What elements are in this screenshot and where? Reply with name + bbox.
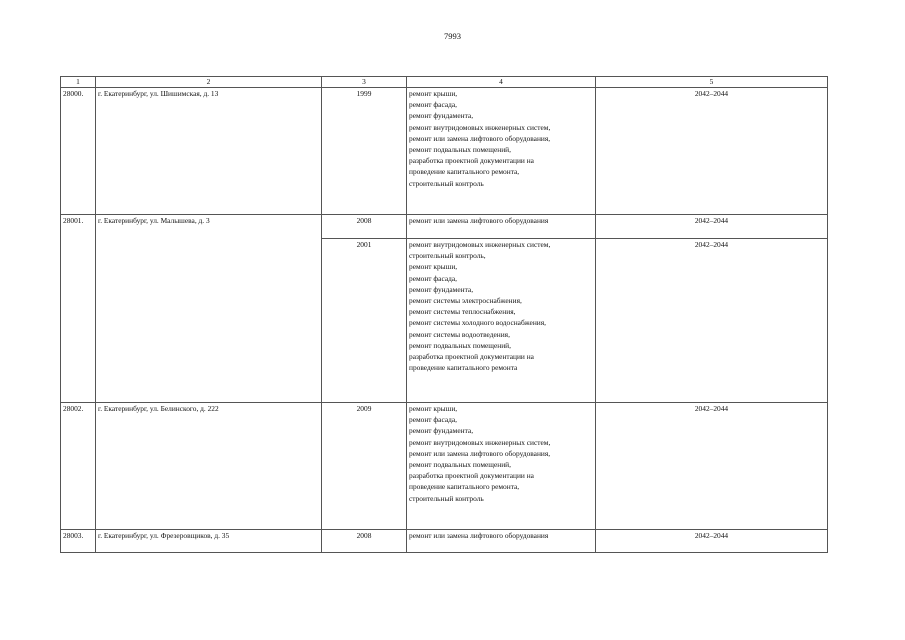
work-item: проведение капитального ремонта,: [409, 482, 520, 492]
period-cell: 2042–2044: [596, 88, 828, 215]
column-header: 3: [322, 77, 407, 88]
work-item: ремонт или замена лифтового оборудования: [409, 216, 549, 225]
address-cell: г. Екатеринбург, ул. Фрезеровщиков, д. 35: [96, 530, 322, 553]
column-number-row: [61, 77, 828, 88]
work-item: ремонт крыши,: [409, 404, 458, 413]
work-item: разработка проектной документации на: [409, 471, 534, 481]
table-row: [61, 88, 828, 215]
work-item: ремонт системы водоотведения,: [409, 329, 510, 339]
period-cell: 2042–2044: [596, 403, 828, 530]
work-item: разработка проектной документации на: [409, 156, 534, 166]
work-item: ремонт внутридомовых инженерных систем,: [409, 240, 551, 249]
record-number: 28002.: [61, 403, 96, 530]
record-number: 28001.: [61, 215, 96, 403]
record-number: 28000.: [61, 88, 96, 215]
page-number: 7993: [444, 31, 461, 41]
year-cell: 2001: [322, 239, 407, 403]
address-cell: г. Екатеринбург, ул. Малышева, д. 3: [96, 215, 322, 403]
work-item: ремонт крыши,: [409, 89, 458, 98]
repair-schedule-table: [60, 76, 828, 553]
work-item: разработка проектной документации на: [409, 352, 534, 362]
work-item: ремонт внутридомовых инженерных систем,: [409, 437, 551, 447]
work-item: ремонт подвальных помещений,: [409, 460, 511, 470]
work-item: ремонт системы электроснабжения,: [409, 296, 522, 306]
work-item: ремонт внутридомовых инженерных систем,: [409, 122, 551, 132]
work-item: ремонт фасада,: [409, 100, 457, 110]
work-item: ремонт или замена лифтового оборудования: [409, 531, 549, 540]
period-cell: 2042–2044: [596, 215, 828, 239]
works-cell: [407, 88, 596, 215]
work-item: строительный контроль: [409, 178, 484, 188]
column-header: 2: [96, 77, 322, 88]
work-item: ремонт системы теплоснабжения,: [409, 307, 516, 317]
address-cell: г. Екатеринбург, ул. Шишимская, д. 13: [96, 88, 322, 215]
work-item: ремонт фундамента,: [409, 284, 474, 294]
work-item: ремонт системы холодного водоснабжения,: [409, 318, 546, 328]
work-item: строительный контроль: [409, 493, 484, 503]
year-cell: 2008: [322, 215, 407, 239]
works-cell: [407, 215, 596, 239]
column-header: 1: [61, 77, 96, 88]
column-header: 4: [407, 77, 596, 88]
table-row: [61, 403, 828, 530]
works-cell: [407, 239, 596, 403]
work-item: ремонт фасада,: [409, 415, 457, 425]
works-cell: [407, 403, 596, 530]
work-item: проведение капитального ремонта,: [409, 167, 520, 177]
period-cell: 2042–2044: [596, 239, 828, 403]
year-cell: 2008: [322, 530, 407, 553]
work-item: строительный контроль,: [409, 251, 486, 261]
work-item: ремонт фундамента,: [409, 426, 474, 436]
year-cell: 1999: [322, 88, 407, 215]
work-item: ремонт подвальных помещений,: [409, 145, 511, 155]
works-cell: [407, 530, 596, 553]
year-cell: 2009: [322, 403, 407, 530]
period-cell: 2042–2044: [596, 530, 828, 553]
table-row: [61, 215, 828, 239]
work-item: ремонт или замена лифтового оборудования,: [409, 448, 551, 458]
table-row: [61, 530, 828, 553]
column-header: 5: [596, 77, 828, 88]
work-item: проведение капитального ремонта: [409, 363, 518, 373]
work-item: ремонт подвальных помещений,: [409, 340, 511, 350]
address-cell: г. Екатеринбург, ул. Белинского, д. 222: [96, 403, 322, 530]
work-item: ремонт или замена лифтового оборудования,: [409, 133, 551, 143]
work-item: ремонт фундамента,: [409, 111, 474, 121]
work-item: ремонт крыши,: [409, 262, 458, 272]
work-item: ремонт фасада,: [409, 273, 457, 283]
record-number: 28003.: [61, 530, 96, 553]
